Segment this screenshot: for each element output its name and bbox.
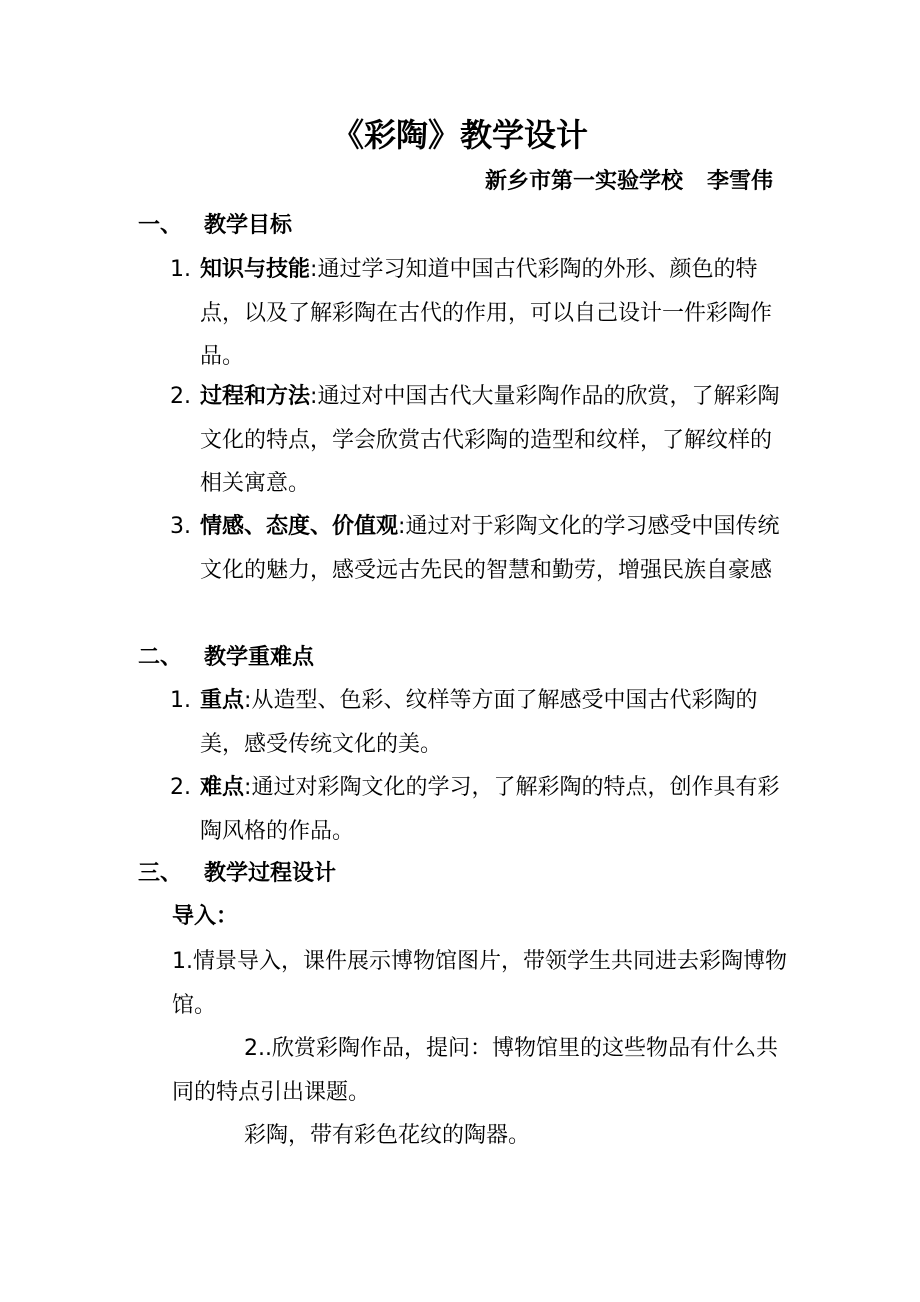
list-item-separator: :: [244, 775, 252, 800]
process-paragraph: [172, 1027, 790, 1114]
list-item-label: 情感、态度、价值观: [200, 514, 399, 539]
list-item-number: 2.: [170, 384, 191, 409]
list-item-number: 2.: [170, 775, 191, 800]
list-item-number: 3.: [170, 514, 191, 539]
process-paragraph: [172, 1114, 790, 1158]
list-item-text: 通过学习知道中国古代彩陶的外形、颜色的特点，以及了解彩陶在古代的作用，可以自己设计一件彩陶作品。: [200, 257, 773, 369]
section-number: 三、: [138, 861, 183, 886]
list-item: [170, 766, 790, 853]
author-school: 新乡市第一实验学校: [484, 169, 683, 194]
list-item-text: 通过对彩陶文化的学习，了解彩陶的特点，创作具有彩陶风格的作品。: [200, 775, 780, 844]
author-line: [0, 162, 773, 202]
section-title: 教学过程设计: [204, 861, 337, 886]
author-name: 李雪伟: [706, 169, 773, 194]
list-item: [170, 375, 790, 506]
section-number: 二、: [138, 645, 183, 670]
process-paragraph-text: 彩陶，带有彩色花纹的陶器。: [244, 1123, 531, 1148]
list-item: [170, 248, 790, 379]
section-number: 一、: [138, 213, 183, 238]
list-item-number: 1.: [170, 257, 191, 282]
list-item-label: 重点: [200, 688, 245, 713]
list-item-separator: :: [398, 514, 406, 539]
document-title: 《彩陶》教学设计: [331, 116, 588, 154]
list-item-label: 知识与技能: [200, 257, 311, 282]
section-heading-key-points: [138, 638, 314, 678]
list-item: [170, 679, 790, 766]
section-heading-process: [138, 854, 336, 894]
section-heading-objectives: [138, 206, 292, 246]
list-item-separator: :: [310, 384, 318, 409]
list-item-separator: :: [310, 257, 318, 282]
list-item-text: 从造型、色彩、纹样等方面了解感受中国古代彩陶的美，感受传统文化的美。: [200, 688, 758, 757]
list-item: [170, 505, 790, 592]
list-item-label: 过程和方法: [200, 384, 311, 409]
list-item-separator: :: [244, 688, 252, 713]
list-item-number: 1.: [170, 688, 191, 713]
list-item-text: 通过对中国古代大量彩陶作品的欣赏，了解彩陶文化的特点，学会欣赏古代彩陶的造型和纹样，了解纹样的相关寓意。: [200, 384, 780, 496]
section-title: 教学目标: [204, 213, 293, 238]
intro-heading: 导入：: [172, 904, 239, 929]
section-title: 教学重难点: [204, 645, 315, 670]
list-item-label: 难点: [200, 775, 245, 800]
list-item-text: 通过对于彩陶文化的学习感受中国传统文化的魅力，感受远古先民的智慧和勤劳，增强民族自豪感: [200, 514, 780, 583]
process-paragraph-text: 2..欣赏彩陶作品，提问：博物馆里的这些物品有什么共同的特点引出课题。: [172, 1036, 778, 1105]
process-paragraph: 1.情景导入，课件展示博物馆图片，带领学生共同进去彩陶博物馆。: [172, 949, 787, 1018]
